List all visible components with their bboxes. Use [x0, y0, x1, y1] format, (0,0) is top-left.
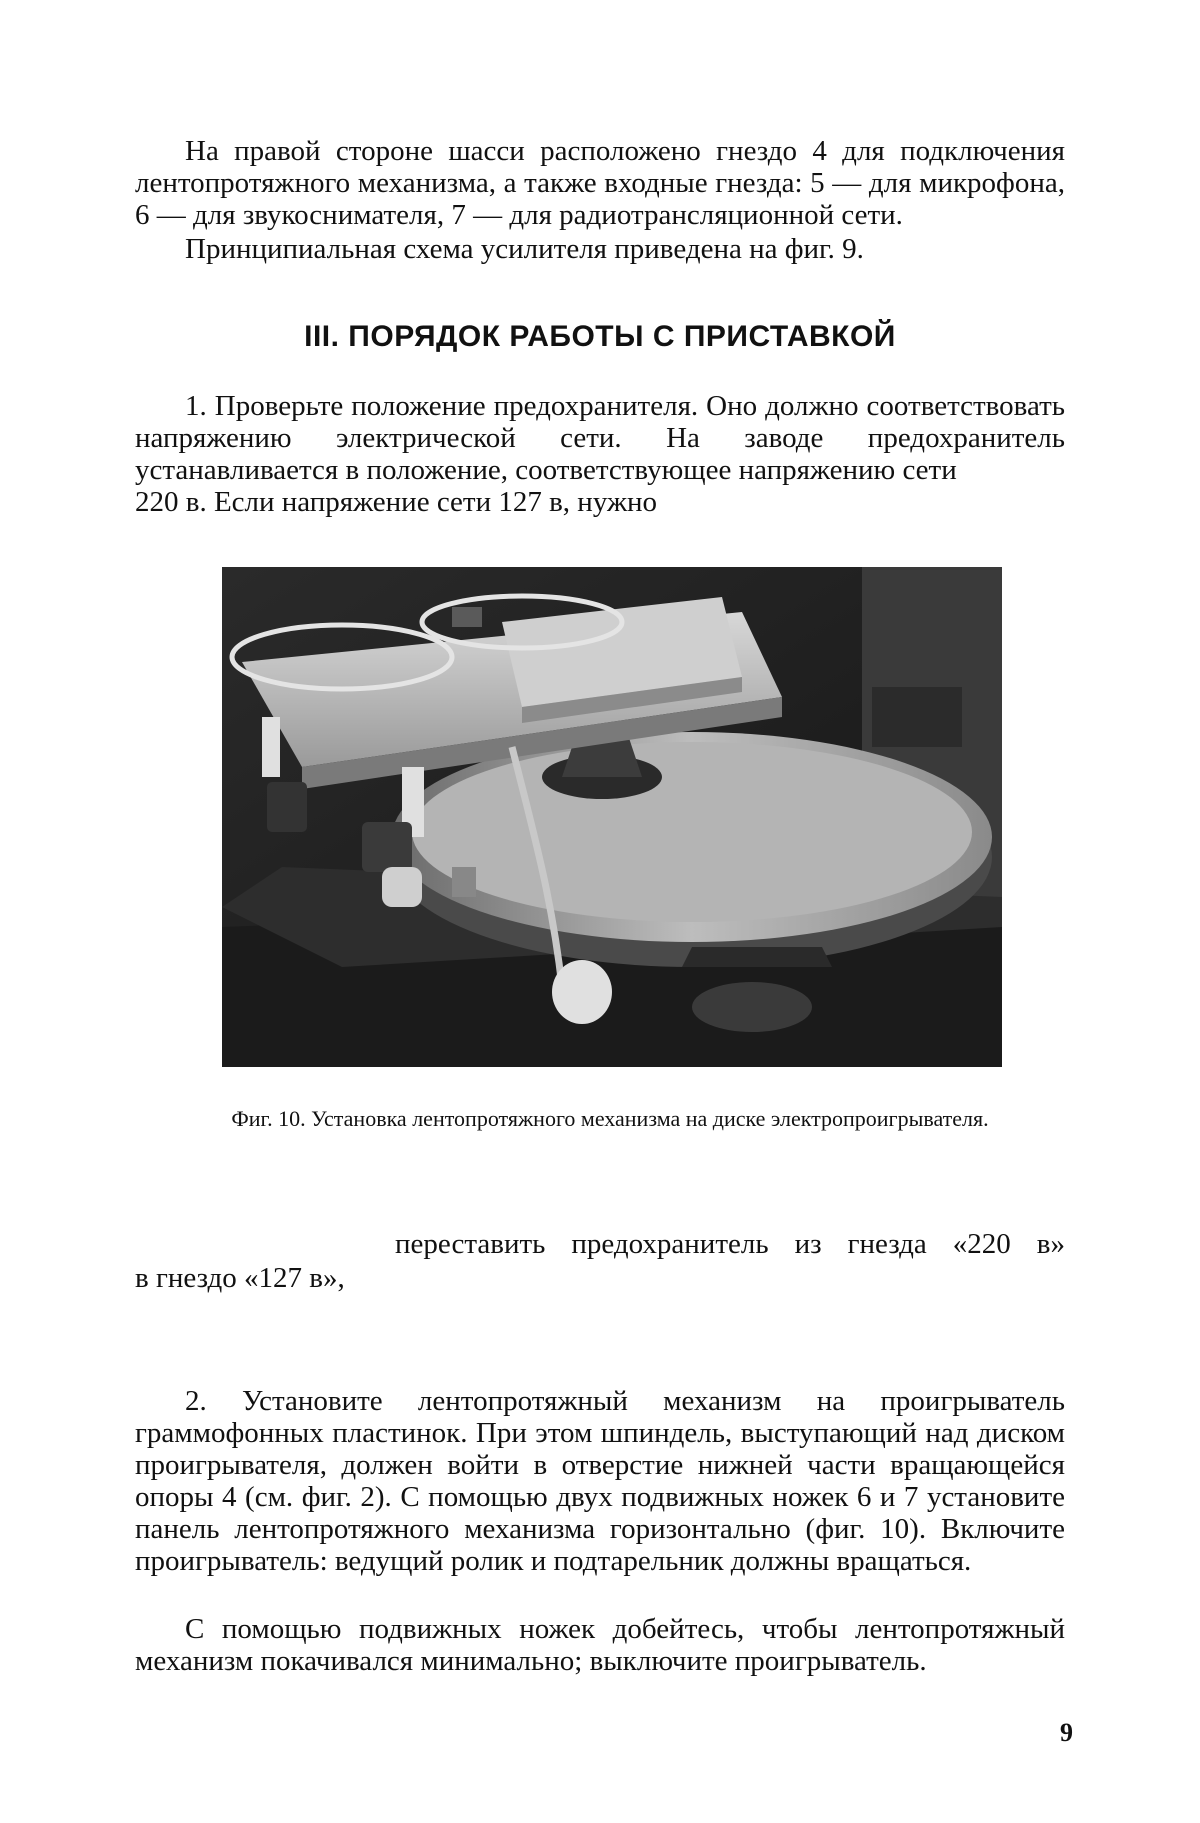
paragraph-fuse-check: 1. Проверьте положение предохранителя. Оно должно соответствовать напряжению электрической сети. На заводе предохранитель устанавливается в положение, соответствующее напряжению сети	[135, 390, 1065, 486]
paragraph-schematic-ref: Принципиальная схема усилителя приведена на фиг. 9.	[135, 233, 1065, 265]
section-heading: III. ПОРЯДОК РАБОТЫ С ПРИСТАВКОЙ	[135, 320, 1065, 354]
figure-10-photo	[222, 567, 1002, 1067]
page-number: 9	[1060, 1718, 1073, 1748]
figure-caption: Фиг. 10. Установка лентопротяжного механизма на диске электропроигрывателя.	[200, 1106, 1020, 1132]
paragraph-chassis-sockets: На правой стороне шасси расположено гнездо 4 для подключения лентопротяжного механизма, а также входные гнезда: 5 — для микрофона, 6 — для звукоснимателя, 7 — для радиотрансляционной сети.	[135, 135, 1065, 231]
paragraph-fuse-check-last-line: 220 в. Если напряжение сети 127 в, нужно	[135, 486, 657, 518]
tape-mechanism-photo	[222, 567, 1002, 1067]
paragraph-adjust-legs: С помощью подвижных ножек добейтесь, чтобы лентопротяжный механизм покачивался минимально; выключите проигрыватель.	[135, 1613, 1065, 1677]
paragraph-fuse-move-line1: переставить предохранитель из гнезда «220 в»	[395, 1228, 1065, 1260]
paragraph-fuse-move-line2: в гнездо «127 в»,	[135, 1262, 345, 1294]
paragraph-install-mechanism: 2. Установите лентопротяжный механизм на проигрыватель граммофонных пластинок. При этом шпиндель, выступающий над диском проигрывателя, должен войти в отверстие нижней части вращающейся опоры 4 (см. фиг. 2). С помощью двух подвижных ножек 6 и 7 установите панель лентопротяжного механизма горизонтально (фиг. 10). Включите проигрыватель: ведущий ролик и подтарельник должны вращаться.	[135, 1385, 1065, 1577]
document-page	[0, 0, 1200, 1823]
